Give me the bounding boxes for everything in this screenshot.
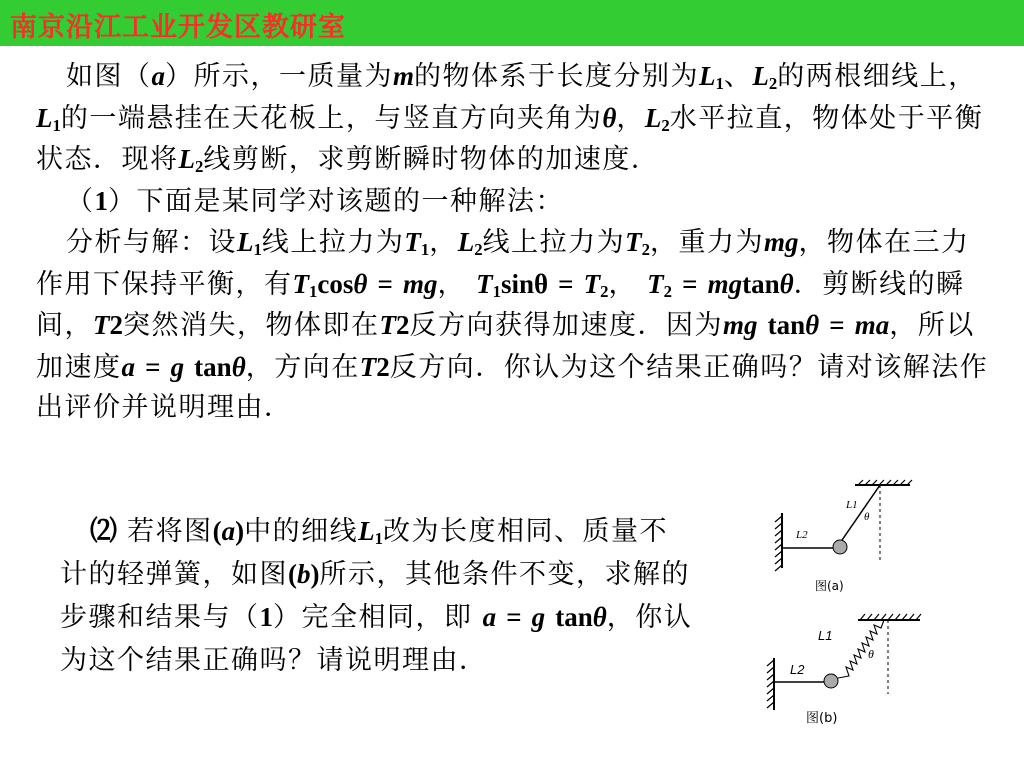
label-l2: L2 [796, 529, 808, 541]
analysis-paragraph: 分析与解：设$L_1$线上拉力为$T_1$，$L_2$线上拉力为$T_2$，重力为mg，物体在三力作用下保持平衡，有$T_1\cos\theta$ = mg， $T_1\sin\theta = T_2$， $T_2 = mgtan\theta$．剪断线的瞬间，T2突然消失，物体即在T2反方向获得加速度．因为mg tanθ = ma，所以加速度a = g tanθ，方向在T2反方向．你认为这个结果正确吗？请对该解法作出评价并说明理由． [36, 227, 989, 423]
header-bar [0, 0, 1024, 46]
mass-ball [824, 674, 838, 688]
label-l1: L1 [818, 628, 833, 643]
question-2-text [60, 510, 696, 682]
question-1-heading: （1）下面是某同学对该题的一种解法： [66, 185, 564, 217]
question-2-paragraph: ⑵ 若将图(a)中的细线$L_1$改为长度相同、质量不计的轻弹簧，如图(b)所示，其他条件不变，求解的步骤和结果与（1）完全相同，即 a = g tanθ，你认为这个结果正确吗？请说明理由． [60, 516, 693, 676]
label-l1: L1 [846, 499, 858, 511]
spring-l1 [838, 620, 884, 678]
problem-paragraph-1: 如图（a）所示，一质量为m的物体系于长度分别为$L_1$、$L_2$的两根细线上，$L_1$的一端悬挂在天花板上，与竖直方向夹角为θ，$L_2$水平拉直，物体处于平衡状态．现将$L_2$线剪断，求剪断瞬时物体的加速度． [36, 61, 984, 177]
string-l1 [840, 485, 880, 543]
header-title: 南京沿江工业开发区教研室 [10, 12, 346, 43]
label-theta: θ [864, 511, 870, 523]
wall [775, 513, 782, 571]
ceiling [858, 614, 921, 620]
figure-b [760, 612, 930, 730]
problem-text [36, 56, 996, 429]
figure-a [770, 478, 920, 598]
label-l2: L2 [790, 662, 805, 677]
ceiling [855, 480, 912, 485]
wall [767, 658, 774, 710]
caption-b: 图(b) [806, 711, 838, 726]
label-theta: θ [868, 647, 874, 661]
mass-ball [833, 540, 847, 554]
caption-a: 图(a) [815, 579, 844, 593]
